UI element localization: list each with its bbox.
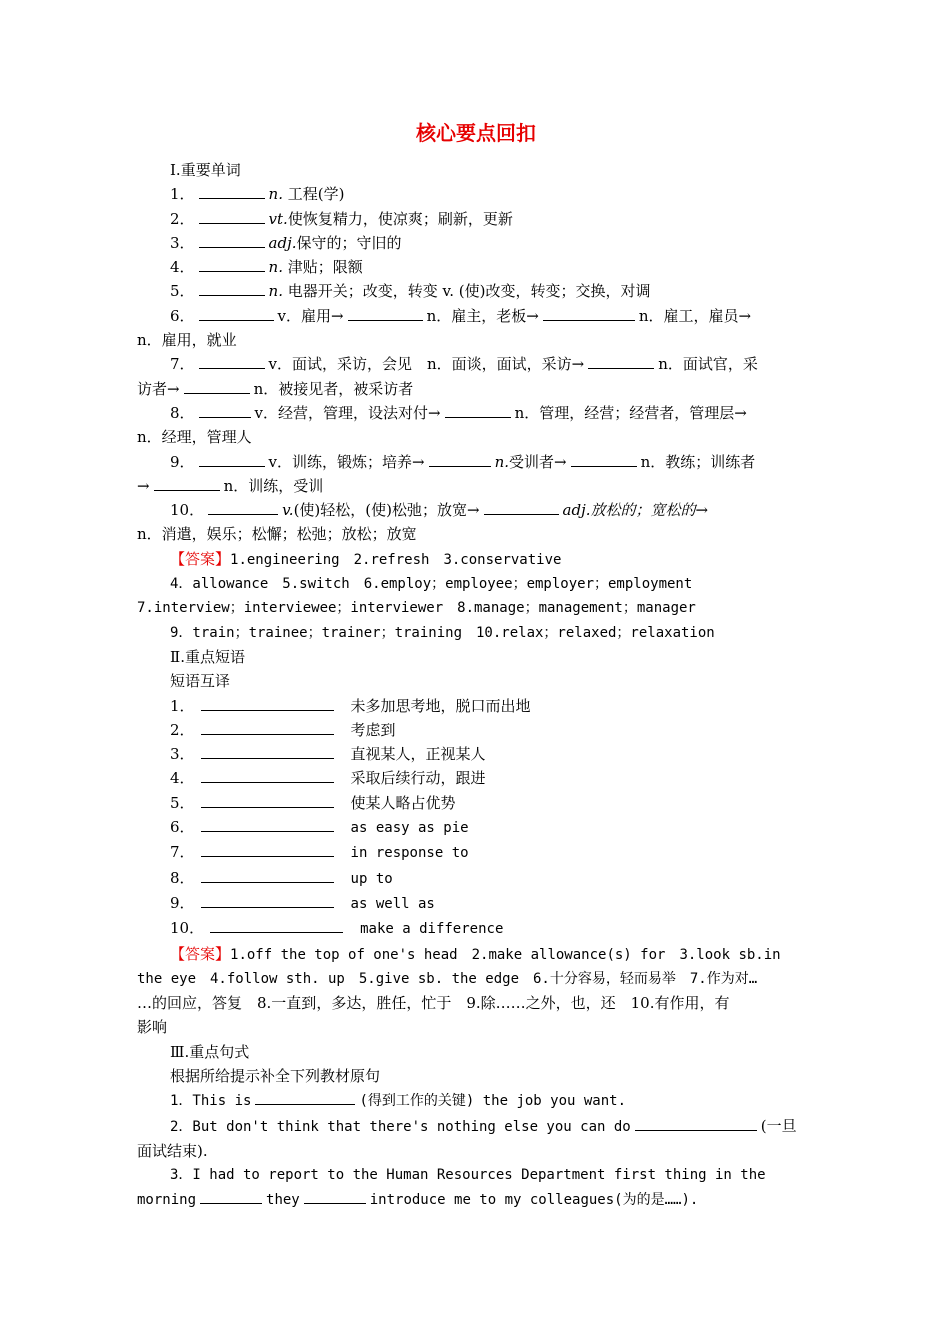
answer-line: …的回应，答复 8.一直到，多达，胜任，忙于 9.除……之外，也，还 10.有作用，有 bbox=[137, 994, 730, 1013]
answer-blank[interactable] bbox=[154, 475, 220, 491]
answer-blank[interactable] bbox=[210, 917, 343, 933]
section-heading: Ⅱ.重点短语 bbox=[170, 647, 245, 666]
document-page bbox=[137, 118, 815, 1213]
answer-blank[interactable] bbox=[429, 451, 491, 467]
section-subheading: 根据所给提示补全下列教材原句 bbox=[170, 1066, 381, 1085]
answer-blank[interactable] bbox=[199, 208, 265, 224]
answer-line: 4．allowance 5.switch 6.employ；employee；employer；employment bbox=[170, 576, 693, 593]
word-item: 8． v．经营，管理，设法对付→ n．管理，经营；经营者，管理层→ bbox=[170, 403, 747, 422]
answer-blank[interactable] bbox=[199, 353, 265, 369]
answer-tag: 【答案】 bbox=[170, 944, 231, 963]
answer-blank[interactable] bbox=[201, 841, 334, 857]
phrase-item: 9． as well as bbox=[170, 893, 435, 912]
answer-blank[interactable] bbox=[199, 183, 265, 199]
sentence-item: 1．This is (得到工作的关键) the job you want. bbox=[137, 1088, 815, 1113]
answer-blank[interactable] bbox=[201, 892, 334, 908]
word-item: 5． n. 电器开关；改变，转变 v. (使)改变，转变；交换，对调 bbox=[170, 282, 651, 301]
answer-blank[interactable] bbox=[484, 499, 559, 515]
answer-blank[interactable] bbox=[255, 1089, 355, 1105]
section-subheading: 短语互译 bbox=[170, 672, 231, 691]
answer-line: 7.interview；interviewee；interviewer 8.manage；management；manager bbox=[137, 600, 696, 617]
phrase-item: 4． 采取后续行动，跟进 bbox=[170, 769, 486, 788]
phrase-item: 5． 使某人略占优势 bbox=[170, 793, 456, 812]
word-item: 6． v．雇用→ n．雇主，老板→ n．雇工，雇员→ bbox=[170, 306, 752, 325]
answer-blank[interactable] bbox=[201, 695, 334, 711]
answer-blank[interactable] bbox=[201, 816, 334, 832]
answer-blank[interactable] bbox=[199, 232, 265, 248]
word-item-continued: → n．训练，受训 bbox=[137, 476, 324, 495]
word-item: 2． vt.使恢复精力，使凉爽；刷新，更新 bbox=[170, 209, 513, 228]
answer-line: 影响 bbox=[137, 1018, 168, 1037]
phrase-item: 1． 未多加思考地，脱口而出地 bbox=[170, 696, 531, 715]
answer-line: 【答案】1.engineering 2.refresh 3.conservative bbox=[170, 549, 562, 568]
word-item: 7． v．面试，采访，会见 n．面谈，面试，采访→ n．面试官，采 bbox=[170, 355, 758, 374]
page-title: 核心要点回扣 bbox=[416, 121, 536, 145]
answer-line: the eye 4.follow sth. up 5.give sb. the edge 6.十分容易，轻而易举 7.作为对… bbox=[137, 970, 758, 987]
answer-blank[interactable] bbox=[635, 1115, 757, 1131]
answer-line: 9．train；trainee；trainer；training 10.relax；relaxed；relaxation bbox=[170, 624, 715, 641]
answer-blank[interactable] bbox=[588, 353, 654, 369]
answer-blank[interactable] bbox=[199, 305, 274, 321]
answer-blank[interactable] bbox=[199, 256, 265, 272]
word-item: 4． n. 津贴；限额 bbox=[170, 258, 363, 277]
phrase-item: 3． 直视某人，正视某人 bbox=[170, 745, 486, 764]
word-item: 9． v．训练，锻炼；培养→ n.受训者→ n．教练；训练者 bbox=[170, 452, 756, 471]
answer-line: 【答案】1.off the top of one's head 2.make allowance(s) for 3.look sb.in bbox=[170, 944, 781, 963]
sentence-item: 2．But don't think that there's nothing else you can do (一旦 bbox=[170, 1116, 797, 1135]
section-heading: Ⅲ.重点句式 bbox=[170, 1042, 250, 1061]
word-item-continued: n．消遣，娱乐；松懈；松弛；放松；放宽 bbox=[137, 525, 417, 544]
answer-blank[interactable] bbox=[543, 305, 635, 321]
section-heading: Ⅰ.重要单词 bbox=[170, 161, 241, 179]
answer-blank[interactable] bbox=[348, 305, 423, 321]
answer-blank[interactable] bbox=[184, 378, 250, 394]
answer-blank[interactable] bbox=[200, 1188, 262, 1204]
word-item-continued: 访者→ n．被接见者，被采访者 bbox=[137, 379, 414, 398]
answer-blank[interactable] bbox=[201, 792, 334, 808]
phrase-item: 10． make a difference bbox=[170, 919, 504, 938]
word-item: 10． v.(使)轻松，(使)松弛；放宽→ adj.放松的；宽松的→ bbox=[170, 501, 709, 520]
answer-blank[interactable] bbox=[304, 1188, 366, 1204]
word-item-continued: n．经理，管理人 bbox=[137, 428, 252, 447]
answer-blank[interactable] bbox=[571, 451, 637, 467]
answer-blank[interactable] bbox=[199, 402, 251, 418]
word-item: 3． adj.保守的；守旧的 bbox=[170, 233, 402, 252]
answer-blank[interactable] bbox=[445, 402, 511, 418]
phrase-item: 7． in response to bbox=[170, 843, 469, 862]
answer-blank[interactable] bbox=[201, 743, 334, 759]
answer-blank[interactable] bbox=[201, 767, 334, 783]
sentence-item-continued: 面试结束). bbox=[137, 1141, 208, 1160]
phrase-item: 2． 考虑到 bbox=[170, 720, 396, 739]
sentence-item-continued: morning they introduce me to my colleagues(为的是……). bbox=[137, 1187, 815, 1212]
word-item: 1． n. 工程(学) bbox=[170, 185, 345, 204]
phrase-item: 6． as easy as pie bbox=[170, 818, 469, 837]
sentence-item: 3．I had to report to the Human Resources Department first thing in the bbox=[170, 1167, 766, 1184]
answer-blank[interactable] bbox=[199, 280, 265, 296]
phrase-item: 8． up to bbox=[170, 868, 393, 887]
word-item-continued: n．雇用，就业 bbox=[137, 331, 237, 350]
answer-blank[interactable] bbox=[199, 451, 265, 467]
answer-blank[interactable] bbox=[208, 499, 278, 515]
answer-blank[interactable] bbox=[201, 719, 334, 735]
answer-blank[interactable] bbox=[201, 867, 334, 883]
answer-tag: 【答案】 bbox=[170, 549, 231, 568]
